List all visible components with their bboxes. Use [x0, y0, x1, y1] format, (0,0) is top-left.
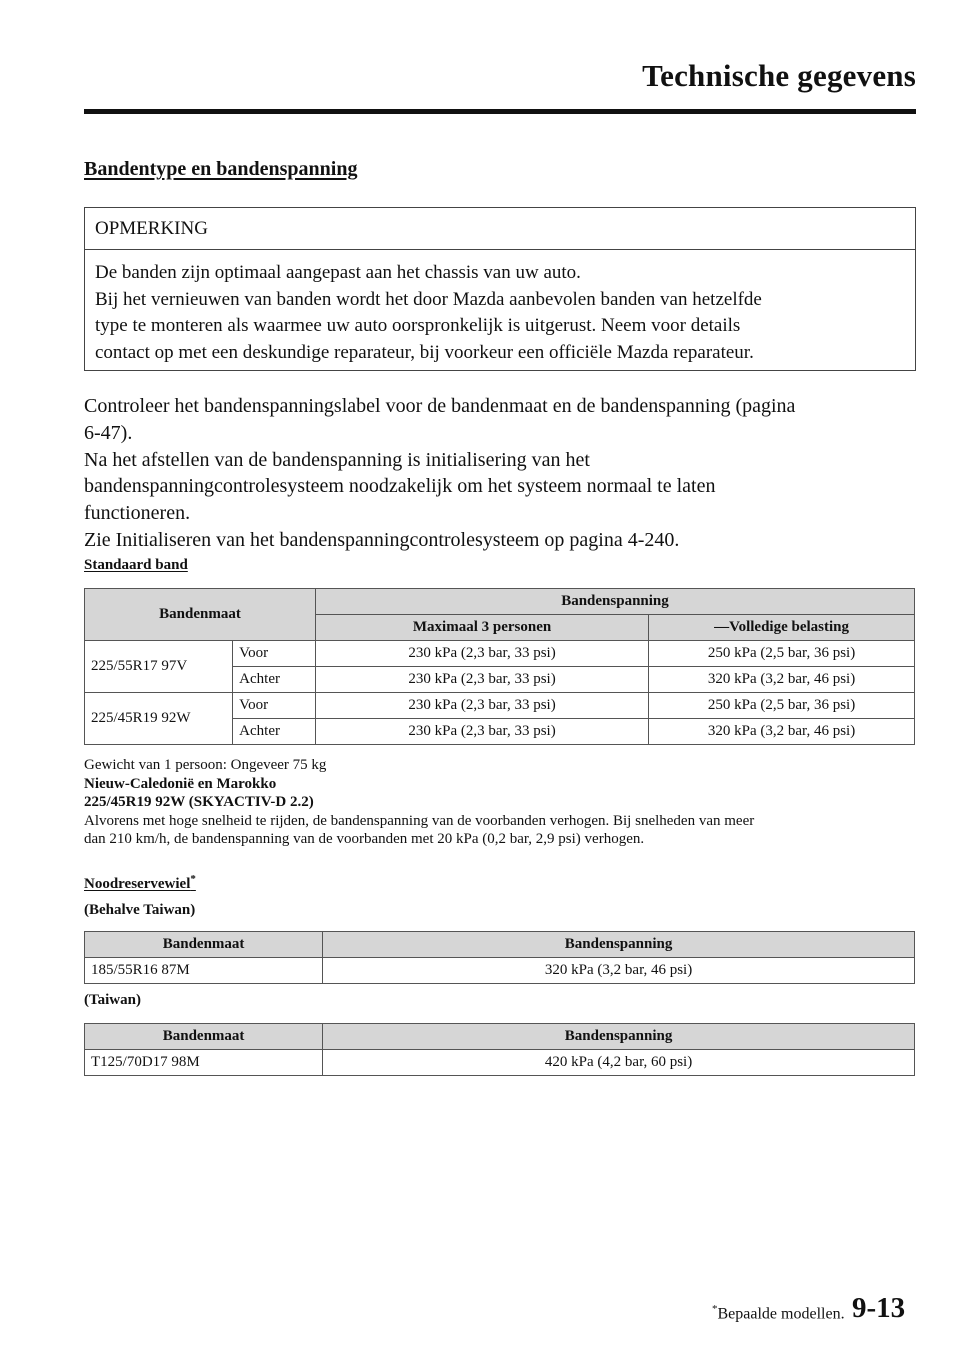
table-row — [85, 641, 915, 667]
page-number: 9-13 — [852, 1292, 906, 1324]
asterisk-icon: * — [190, 873, 196, 885]
note-box — [84, 207, 916, 371]
speed-note-line: dan 210 km/h, de bandenspanning van de voorbanden met 20 kPa (0,2 bar, 2,9 psi) verhogen. — [84, 831, 645, 847]
spare-title: Noodreservewiel — [84, 876, 191, 892]
pressure-cell: 420 kPa (4,2 bar, 60 psi) — [323, 1050, 915, 1076]
body-line: bandenspanningcontrolesysteem noodzakelijk om het systeem normaal te laten — [84, 475, 716, 498]
pressure-max3-cell: 230 kPa (2,3 bar, 33 psi) — [315, 719, 648, 745]
col-header-max3: Maximaal 3 personen — [315, 615, 648, 641]
speed-note-line: Alvorens met hoge snelheid te rijden, de bandenspanning van de voorbanden verhogen. Bij snelheden van meer — [84, 812, 755, 829]
tyre-size-cell: 225/45R19 92W — [85, 693, 233, 745]
col-header-pressure: Bandenspanning — [315, 589, 914, 615]
pressure-full-cell: 320 kPa (3,2 bar, 46 psi) — [649, 719, 915, 745]
body-paragraph — [84, 393, 924, 554]
note-heading: OPMERKING — [85, 208, 915, 250]
body-line: Na het afstellen van de bandenspanning is initialisering van het — [84, 448, 590, 471]
table-row — [85, 958, 915, 984]
pressure-max3-cell: 230 kPa (2,3 bar, 33 psi) — [315, 667, 648, 693]
pressure-full-cell: 320 kPa (3,2 bar, 46 psi) — [649, 667, 915, 693]
col-header-pressure: Bandenspanning — [323, 932, 915, 958]
page-header-title: Technische gegevens — [642, 58, 916, 93]
tyre-size-cell: T125/70D17 98M — [85, 1050, 323, 1076]
body-line: 6-47). — [84, 421, 133, 444]
pressure-full-cell: 250 kPa (2,5 bar, 36 psi) — [649, 641, 915, 667]
tyre-size-cell: 185/55R16 87M — [85, 958, 323, 984]
body-line: functioneren. — [84, 502, 191, 525]
model-note: 225/45R19 92W (SKYACTIV-D 2.2) — [84, 794, 314, 810]
axle-cell: Voor — [233, 693, 316, 719]
footer-note-text: Bepaalde modellen. — [717, 1305, 845, 1323]
col-header-full: —Volledige belasting — [649, 615, 915, 641]
note-line: type te monteren als waarmee uw auto oorspronkelijk is uitgerust. Neem voor details — [95, 315, 741, 336]
taiwan-label: (Taiwan) — [84, 992, 141, 1008]
footer-note — [712, 1303, 845, 1323]
standard-tyre-table — [84, 588, 915, 745]
asterisk-icon: * — [712, 1303, 718, 1315]
body-line: Controleer het bandenspanningslabel voor de bandenmaat en de bandenspanning (pagina — [84, 395, 796, 417]
spare-tyre-heading — [84, 873, 196, 893]
axle-cell: Achter — [233, 719, 316, 745]
col-header-pressure: Bandenspanning — [323, 1024, 915, 1050]
spare-tyre-table-except-taiwan — [84, 931, 915, 984]
note-line: Bij het vernieuwen van banden wordt het door Mazda aanbevolen banden van hetzelfde — [95, 288, 762, 310]
spare-tyre-table-taiwan — [84, 1023, 915, 1076]
note-line: De banden zijn optimaal aangepast aan het chassis van uw auto. — [95, 262, 581, 283]
tyre-size-cell: 225/55R17 97V — [85, 641, 233, 693]
pressure-max3-cell: 230 kPa (2,3 bar, 33 psi) — [315, 641, 648, 667]
pressure-cell: 320 kPa (3,2 bar, 46 psi) — [323, 958, 915, 984]
header-rule — [84, 109, 916, 114]
table-row — [85, 693, 915, 719]
axle-cell: Voor — [233, 641, 316, 667]
table-row — [85, 1050, 915, 1076]
col-header-size: Bandenmaat — [85, 932, 323, 958]
note-line: contact op met een deskundige reparateur, bij voorkeur een officiële Mazda reparateur. — [95, 341, 754, 363]
axle-cell: Achter — [233, 667, 316, 693]
pressure-max3-cell: 230 kPa (2,3 bar, 33 psi) — [315, 693, 648, 719]
tyre-notes — [84, 756, 924, 849]
body-line: Zie Initialiseren van het bandenspanningcontrolesysteem op pagina 4-240. — [84, 528, 680, 551]
note-body — [95, 260, 910, 366]
col-header-size: Bandenmaat — [85, 589, 316, 641]
col-header-size: Bandenmaat — [85, 1024, 323, 1050]
region-note: Nieuw-Caledonië en Marokko — [84, 775, 277, 792]
standard-tyre-heading: Standaard band — [84, 557, 188, 573]
pressure-full-cell: 250 kPa (2,5 bar, 36 psi) — [649, 693, 915, 719]
weight-note: Gewicht van 1 persoon: Ongeveer 75 kg — [84, 757, 327, 773]
section-title: Bandentype en bandenspanning — [84, 158, 358, 180]
except-taiwan-label: (Behalve Taiwan) — [84, 902, 196, 918]
